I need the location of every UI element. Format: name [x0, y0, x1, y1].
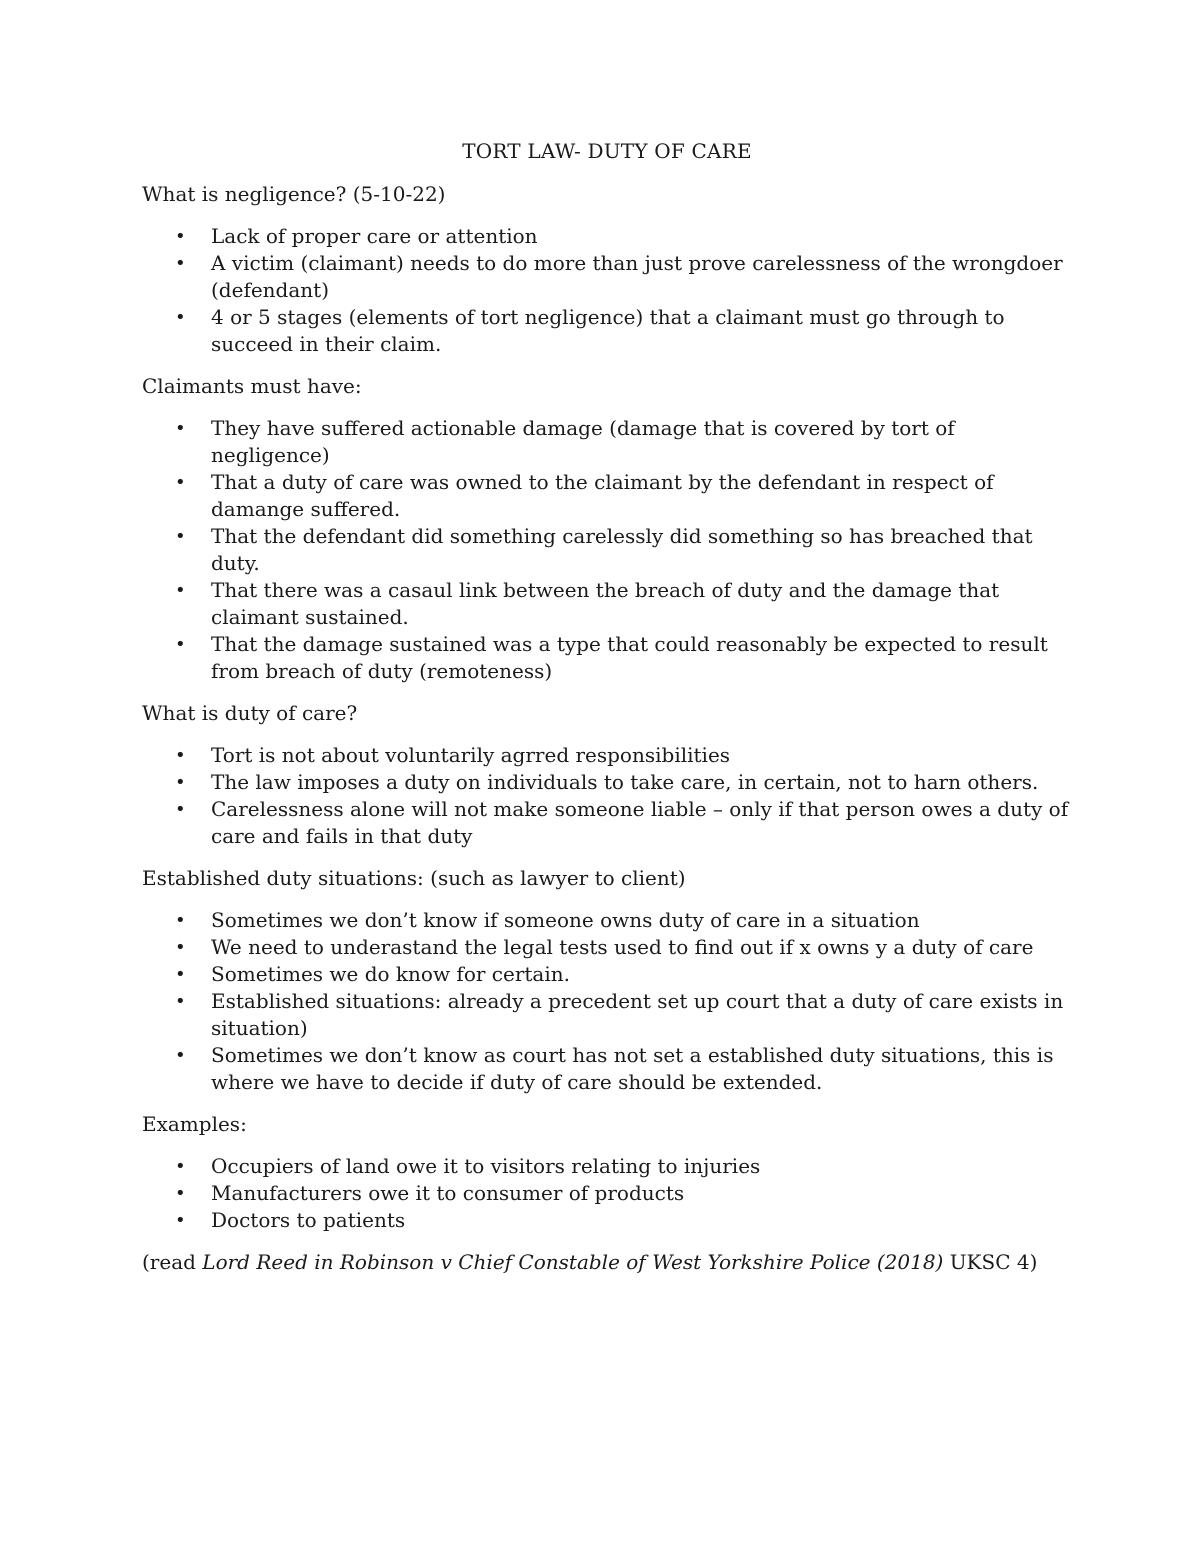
list-item — [175, 961, 1072, 988]
section-heading-established-duty: Established duty situations: (such as lawyer to client) — [142, 866, 686, 890]
bullet-icon: • — [175, 991, 186, 1012]
list-item — [175, 577, 1072, 631]
bullet-icon: • — [175, 799, 186, 820]
section-heading-duty-of-care: What is duty of care? — [142, 701, 358, 725]
document-page — [142, 138, 1072, 1276]
list-item-text: That the damage sustained was a type that could reasonably be expected to result from breach of duty (remoteness) — [211, 632, 1048, 683]
list-item — [175, 1042, 1072, 1096]
list-item — [175, 907, 1072, 934]
list-item — [175, 742, 1072, 769]
section-heading-claimants: Claimants must have: — [142, 374, 362, 398]
list-item — [175, 304, 1072, 358]
list-item-text: That there was a casaul link between the breach of duty and the damage that claimant sustained. — [211, 578, 1000, 629]
bullet-icon: • — [175, 526, 186, 547]
list-item — [175, 1153, 1072, 1180]
list-item-text: We need to underastand the legal tests used to find out if x owns y a duty of care — [211, 935, 1034, 959]
list-item-text: 4 or 5 stages (elements of tort negligence) that a claimant must go through to succeed in their claim. — [211, 305, 1005, 356]
bullet-icon: • — [175, 634, 186, 655]
bullet-icon: • — [175, 307, 186, 328]
list-item — [175, 523, 1072, 577]
list-item-text: Established situations: already a precedent set up court that a duty of care exists in situation) — [211, 989, 1064, 1040]
list-item-text: Sometimes we do know for certain. — [211, 962, 570, 986]
bullet-icon: • — [175, 253, 186, 274]
bullet-icon: • — [175, 472, 186, 493]
bullet-icon: • — [175, 1210, 186, 1231]
case-citation — [142, 1249, 1072, 1276]
bullet-icon: • — [175, 1183, 186, 1204]
bullet-icon: • — [175, 1045, 186, 1066]
list-item-text: Sometimes we don’t know as court has not set a established duty situations, this is where we have to decide if duty of care should be extended. — [211, 1043, 1054, 1094]
list-item — [175, 1180, 1072, 1207]
list-item — [175, 769, 1072, 796]
list-item-text: Lack of proper care or attention — [211, 224, 538, 248]
bullet-icon: • — [175, 226, 186, 247]
bullet-list-examples — [142, 1153, 1072, 1234]
list-item-text: Sometimes we don’t know if someone owns duty of care in a situation — [211, 908, 920, 932]
bullet-list-claimants — [142, 415, 1072, 685]
list-item-text: Doctors to patients — [211, 1208, 406, 1232]
list-item — [175, 631, 1072, 685]
list-item — [175, 223, 1072, 250]
list-item-text: That the defendant did something carelessly did something so has breached that duty. — [211, 524, 1033, 575]
document-title: TORT LAW- DUTY OF CARE — [462, 139, 752, 163]
bullet-icon: • — [175, 1156, 186, 1177]
list-item — [175, 796, 1072, 850]
bullet-icon: • — [175, 910, 186, 931]
list-item — [175, 250, 1072, 304]
bullet-icon: • — [175, 418, 186, 439]
list-item-text: A victim (claimant) needs to do more than just prove carelessness of the wrongdoer (defendant) — [211, 251, 1063, 302]
citation-case-name: Lord Reed in Robinson v Chief Constable of West Yorkshire Police (2018) — [202, 1250, 944, 1274]
list-item — [175, 415, 1072, 469]
bullet-icon: • — [175, 772, 186, 793]
list-item-text: Tort is not about voluntarily agrred responsibilities — [211, 743, 731, 767]
citation-prefix: (read — [142, 1250, 203, 1274]
list-item-text: Manufacturers owe it to consumer of products — [211, 1181, 685, 1205]
bullet-icon: • — [175, 580, 186, 601]
bullet-icon: • — [175, 964, 186, 985]
bullet-list-negligence — [142, 223, 1072, 358]
list-item — [175, 934, 1072, 961]
section-heading-negligence: What is negligence? (5-10-22) — [142, 182, 446, 206]
bullet-list-duty-of-care — [142, 742, 1072, 850]
list-item-text: Occupiers of land owe it to visitors relating to injuries — [211, 1154, 761, 1178]
bullet-icon: • — [175, 937, 186, 958]
bullet-icon: • — [175, 745, 186, 766]
section-heading-examples: Examples: — [142, 1112, 247, 1136]
list-item — [175, 469, 1072, 523]
list-item-text: That a duty of care was owned to the claimant by the defendant in respect of damange suffered. — [211, 470, 994, 521]
list-item-text: The law imposes a duty on individuals to take care, in certain, not to harn others. — [211, 770, 1039, 794]
citation-suffix: UKSC 4) — [943, 1250, 1038, 1274]
list-item — [175, 988, 1072, 1042]
bullet-list-established-duty — [142, 907, 1072, 1096]
list-item — [175, 1207, 1072, 1234]
list-item-text: They have suffered actionable damage (damage that is covered by tort of negligence) — [211, 416, 955, 467]
list-item-text: Carelessness alone will not make someone liable – only if that person owes a duty of care and fails in that duty — [211, 797, 1069, 848]
